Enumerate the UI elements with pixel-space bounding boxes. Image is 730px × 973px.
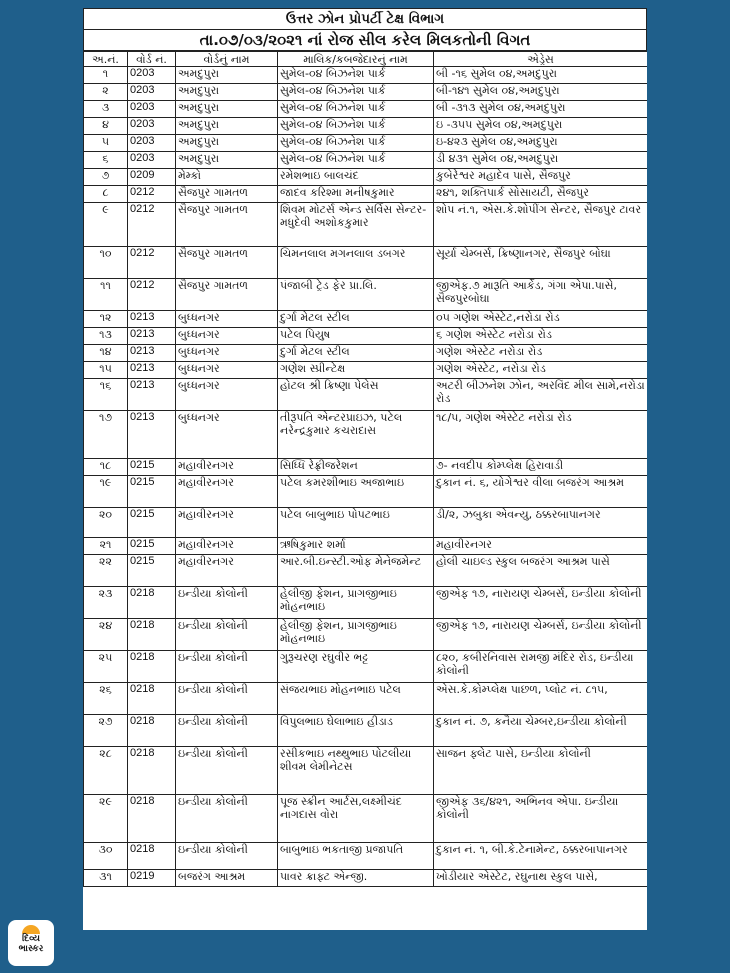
cell-ward-no: 0212 bbox=[128, 247, 176, 279]
table-row bbox=[84, 651, 648, 683]
cell-owner-name: સુમેલ-૦૪ બિઝનેશ પાર્ક bbox=[278, 84, 434, 101]
table-row bbox=[84, 843, 648, 870]
cell-address: શોપ નં.૧, એસ.કે.શોપીંગ સેન્ટર, સૈજપુર ટાવર bbox=[434, 203, 648, 247]
cell-serial: ૨૬ bbox=[84, 683, 128, 715]
cell-serial: ૨૩ bbox=[84, 587, 128, 619]
cell-ward-name: સૈજપુર ગામતળ bbox=[176, 247, 278, 279]
cell-ward-name: બુધ્ધનગર bbox=[176, 411, 278, 459]
cell-owner-name: બાબુભાઇ ભકતાજી પ્રજાપતિ bbox=[278, 843, 434, 870]
cell-ward-no: 0203 bbox=[128, 67, 176, 84]
table-row bbox=[84, 135, 648, 152]
cell-owner-name: વિપુલભાઇ ઘેલાભાઇ હીડાડ bbox=[278, 715, 434, 747]
cell-owner-name: શિવમ મોટર્સ એન્ડ સર્વિસ સેન્ટર- મધુદેવી અશોકકુમાર bbox=[278, 203, 434, 247]
cell-owner-name: રમેશભાઇ બાલચંદ bbox=[278, 169, 434, 186]
cell-ward-no: 0218 bbox=[128, 843, 176, 870]
cell-serial: ૮ bbox=[84, 186, 128, 203]
table-row bbox=[84, 715, 648, 747]
table-row bbox=[84, 795, 648, 843]
cell-owner-name: ચિમનલાલ મગનલાલ ડબગર bbox=[278, 247, 434, 279]
cell-ward-name: અમદુપુરા bbox=[176, 101, 278, 118]
cell-address: ૬ ગણેશ એસ્ટેટ નરોડા રોડ bbox=[434, 328, 648, 345]
cell-owner-name: સુમેલ-૦૪ બિઝનેશ પાર્ક bbox=[278, 152, 434, 169]
cell-serial: ૩૧ bbox=[84, 870, 128, 887]
cell-ward-name: ઇન્ડીયા કોલોની bbox=[176, 715, 278, 747]
cell-ward-no: 0213 bbox=[128, 411, 176, 459]
cell-address: દુકાન નં. ૧, બી.કે.ટેનામેન્ટ, ઠક્કરબાપાનગર bbox=[434, 843, 648, 870]
table-row bbox=[84, 345, 648, 362]
cell-address: ૨૪૧, શક્તિપાર્ક સોસાયટી, સૈજપુર bbox=[434, 186, 648, 203]
table-row bbox=[84, 169, 648, 186]
sun-logo-icon bbox=[22, 925, 40, 934]
table-row bbox=[84, 203, 648, 247]
cell-ward-no: 0218 bbox=[128, 747, 176, 795]
cell-address: ખોડીયાર એસ્ટેટ, રઘુનાથ સ્કુલ પાસે, bbox=[434, 870, 648, 887]
table-row bbox=[84, 67, 648, 84]
table-row bbox=[84, 84, 648, 101]
cell-ward-name: અમદુપુરા bbox=[176, 118, 278, 135]
cell-ward-no: 0218 bbox=[128, 619, 176, 651]
table-row bbox=[84, 362, 648, 379]
cell-ward-name: ઇન્ડીયા કોલોની bbox=[176, 683, 278, 715]
cell-owner-name: હેલીજી ફેશન, પ્રાગજીભાઇ મોહનભાઇ bbox=[278, 587, 434, 619]
cell-serial: ૧૧ bbox=[84, 279, 128, 311]
cell-ward-no: 0213 bbox=[128, 328, 176, 345]
cell-ward-name: બુધ્ધનગર bbox=[176, 328, 278, 345]
cell-owner-name: પટેલ બાબુભાઇ પોપટભાઇ bbox=[278, 508, 434, 538]
cell-owner-name: પૂજ સ્ક્રીન આર્ટસ,લક્ષ્મીચંદ નાગદાસ વોરા bbox=[278, 795, 434, 843]
cell-serial: ૩૦ bbox=[84, 843, 128, 870]
cell-address: ગણેશ એસ્ટેટ નરોડા રોડ bbox=[434, 345, 648, 362]
cell-ward-name: બુધ્ધનગર bbox=[176, 362, 278, 379]
cell-owner-name: પાવર ક્રાફ્ટ એન્જી. bbox=[278, 870, 434, 887]
cell-owner-name: પંજાબી ટ્રેડ ફેર પ્રા.લિ. bbox=[278, 279, 434, 311]
table-row bbox=[84, 311, 648, 328]
table-row bbox=[84, 459, 648, 476]
cell-ward-name: સૈજપુર ગામતળ bbox=[176, 186, 278, 203]
cell-ward-name: ઇન્ડીયા કોલોની bbox=[176, 795, 278, 843]
cell-address: સાજન ફ્લેટ પાસે, ઇન્ડીયા કોલોની bbox=[434, 747, 648, 795]
cell-serial: ૬ bbox=[84, 152, 128, 169]
cell-ward-no: 0212 bbox=[128, 279, 176, 311]
cell-ward-no: 0218 bbox=[128, 651, 176, 683]
logo-line-2: ભાસ્કર bbox=[18, 944, 44, 954]
document-title: ઉત્તર ઝોન પ્રોપર્ટી ટેક્ષ વિભાગ bbox=[83, 8, 647, 30]
table-row bbox=[84, 555, 648, 587]
cell-owner-name: જાદવ કરિશ્મા મનીષકુમાર bbox=[278, 186, 434, 203]
cell-ward-name: મહાવીરનગર bbox=[176, 476, 278, 508]
cell-ward-no: 0215 bbox=[128, 555, 176, 587]
cell-serial: ૨૧ bbox=[84, 538, 128, 555]
cell-owner-name: પટેલ પિયુષ bbox=[278, 328, 434, 345]
cell-serial: ૨૯ bbox=[84, 795, 128, 843]
table-row bbox=[84, 279, 648, 311]
cell-owner-name: હોટલ શ્રી ક્રિષ્ણા પેલેસ bbox=[278, 379, 434, 411]
table-row bbox=[84, 411, 648, 459]
column-header-owner: માલિક/કબજેદારનું નામ bbox=[278, 52, 434, 67]
cell-serial: ૧૮ bbox=[84, 459, 128, 476]
cell-ward-name: સૈજપુર ગામતળ bbox=[176, 279, 278, 311]
table-row bbox=[84, 101, 648, 118]
column-header-address: એડ્રેસ bbox=[434, 52, 648, 67]
cell-owner-name: આર.બી.ઇન્સ્ટી.ઓફ મેનેજમેન્ટ bbox=[278, 555, 434, 587]
cell-address: ૦૫ ગણેશ એસ્ટેટ,નરોડા રોડ bbox=[434, 311, 648, 328]
cell-ward-name: બુધ્ધનગર bbox=[176, 311, 278, 328]
cell-ward-no: 0215 bbox=[128, 459, 176, 476]
cell-owner-name: સુમેલ-૦૪ બિઝનેશ પાર્ક bbox=[278, 135, 434, 152]
table-row bbox=[84, 379, 648, 411]
sealed-properties-table bbox=[83, 51, 647, 887]
cell-serial: ૩ bbox=[84, 101, 128, 118]
cell-owner-name: પટેલ કમરશીભાઇ અજાભાઇ bbox=[278, 476, 434, 508]
cell-owner-name: સુમેલ-૦૪ બિઝનેશ પાર્ક bbox=[278, 118, 434, 135]
cell-ward-name: મેમ્કો bbox=[176, 169, 278, 186]
cell-address: દુકાન નં. ૭, કનૈયા ચેમ્બર,ઇન્ડીયા કોલોની bbox=[434, 715, 648, 747]
cell-serial: ૨૨ bbox=[84, 555, 128, 587]
cell-ward-name: સૈજપુર ગામતળ bbox=[176, 203, 278, 247]
cell-owner-name: હેલીજી ફેશન, પ્રાગજીભાઇ મોહનભાઇ bbox=[278, 619, 434, 651]
cell-serial: ૨૭ bbox=[84, 715, 128, 747]
column-header-serial: અ.નં. bbox=[84, 52, 128, 67]
logo-line-1: દિવ્ય bbox=[22, 934, 40, 944]
cell-serial: ૧૦ bbox=[84, 247, 128, 279]
cell-ward-no: 0203 bbox=[128, 135, 176, 152]
column-header-ward-no: વોર્ડ નં. bbox=[128, 52, 176, 67]
cell-address: અટરી બીઝનેશ ઝોન, અરવિંદ મીલ સામે,નરોડા રોડ bbox=[434, 379, 648, 411]
cell-owner-name: ગુરૂચરણ રઘુવીર ભટ્ટ bbox=[278, 651, 434, 683]
table-row bbox=[84, 870, 648, 887]
cell-address: ૮૨૦, કબીરનિવાસ રામજી મંદિર રોડ, ઇન્ડીયા કોલોની bbox=[434, 651, 648, 683]
cell-address: ઇ -૩૫૫ સુમેલ ૦૪,અમદુપુરા bbox=[434, 118, 648, 135]
table-row bbox=[84, 118, 648, 135]
table-header-row bbox=[84, 52, 648, 67]
table-row bbox=[84, 476, 648, 508]
cell-address: ડી/૨, ઝબુકા એવન્યુ, ઠક્કરબાપાનગર bbox=[434, 508, 648, 538]
cell-serial: ૨૪ bbox=[84, 619, 128, 651]
cell-owner-name: દુર્ગા મેટલ સ્ટીલ bbox=[278, 311, 434, 328]
cell-address: જીએફ ૩૬/૪૨૧, અભિનવ એપા. ઇન્ડીયા કોલોની bbox=[434, 795, 648, 843]
cell-ward-name: બુધ્ધનગર bbox=[176, 345, 278, 362]
cell-serial: ૧૫ bbox=[84, 362, 128, 379]
cell-ward-no: 0218 bbox=[128, 795, 176, 843]
table-row bbox=[84, 152, 648, 169]
cell-address: દુકાન નં. ૬, યોગેશ્વર વીલા બજરંગ આશ્રમ bbox=[434, 476, 648, 508]
cell-address: સૂર્યા ચેમ્બર્સ, ક્રિષ્ણાનગર, સૈજપુર બોઘા bbox=[434, 247, 648, 279]
cell-ward-no: 0213 bbox=[128, 311, 176, 328]
cell-serial: ૭ bbox=[84, 169, 128, 186]
cell-address: ૭- નવદીપ કોમ્પ્લેક્ષ હિરાવાડી bbox=[434, 459, 648, 476]
cell-serial: ૧૭ bbox=[84, 411, 128, 459]
cell-ward-name: અમદુપુરા bbox=[176, 67, 278, 84]
cell-address: ઇ-૪૨૩ સુમેલ ૦૪,અમદુપુરા bbox=[434, 135, 648, 152]
cell-ward-no: 0213 bbox=[128, 345, 176, 362]
cell-ward-no: 0203 bbox=[128, 118, 176, 135]
cell-ward-name: અમદુપુરા bbox=[176, 84, 278, 101]
cell-address: એસ.કે.કોમ્પ્લેક્ષ પાછળ, પ્લોટ નં. ૮૧૫, bbox=[434, 683, 648, 715]
table-row bbox=[84, 247, 648, 279]
cell-ward-name: ઇન્ડીયા કોલોની bbox=[176, 651, 278, 683]
cell-serial: ૧૪ bbox=[84, 345, 128, 362]
cell-serial: ૧ bbox=[84, 67, 128, 84]
cell-ward-name: મહાવીરનગર bbox=[176, 459, 278, 476]
cell-owner-name: ઋષિકુમાર શર્મા bbox=[278, 538, 434, 555]
cell-serial: ૫ bbox=[84, 135, 128, 152]
table-row bbox=[84, 587, 648, 619]
cell-serial: ૪ bbox=[84, 118, 128, 135]
cell-address: બી-૧૪૧ સુમેલ ૦૪,અમદુપુરા bbox=[434, 84, 648, 101]
cell-serial: ૧૨ bbox=[84, 311, 128, 328]
table-row bbox=[84, 747, 648, 795]
column-header-ward-name: વોર્ડનું નામ bbox=[176, 52, 278, 67]
cell-address: ડી ૪૩૧ સુમેલ ૦૪,અમદુપુરા bbox=[434, 152, 648, 169]
cell-ward-name: બજરંગ આશ્રમ bbox=[176, 870, 278, 887]
cell-ward-name: ઇન્ડીયા કોલોની bbox=[176, 843, 278, 870]
cell-serial: ૧૯ bbox=[84, 476, 128, 508]
cell-serial: ૨૫ bbox=[84, 651, 128, 683]
cell-owner-name: તીરૂપતિ એન્ટરપ્રાઇઝ, પટેલ નરેન્દ્રકુમાર કચરાદાસ bbox=[278, 411, 434, 459]
cell-address: જીએફ.૭ મારૂતિ આર્કેડ, ગંગા એપા.પાસે, સૈજપુરબોઘા bbox=[434, 279, 648, 311]
cell-ward-no: 0218 bbox=[128, 715, 176, 747]
cell-address: ૧૮/૫, ગણેશ એસ્ટેટ નરોડા રોડ bbox=[434, 411, 648, 459]
divya-bhaskar-logo bbox=[8, 920, 54, 966]
cell-ward-no: 0212 bbox=[128, 186, 176, 203]
table-row bbox=[84, 683, 648, 715]
cell-ward-name: ઇન્ડીયા કોલોની bbox=[176, 619, 278, 651]
table-row bbox=[84, 508, 648, 538]
cell-ward-no: 0218 bbox=[128, 587, 176, 619]
cell-ward-no: 0218 bbox=[128, 683, 176, 715]
cell-serial: ૧૩ bbox=[84, 328, 128, 345]
cell-serial: ૨૮ bbox=[84, 747, 128, 795]
cell-ward-name: અમદુપુરા bbox=[176, 135, 278, 152]
cell-owner-name: સિધ્ધિ રેફ્રીજરેશન bbox=[278, 459, 434, 476]
document-subtitle: તા.૦૭/૦૩/૨૦૨૧ નાં રોજ સીલ કરેલ મિલકતોની વિગત bbox=[83, 30, 647, 51]
cell-address: હોલી ચાઇલ્ડ સ્કુલ બજરંગ આશ્રમ પાસે bbox=[434, 555, 648, 587]
cell-ward-no: 0213 bbox=[128, 362, 176, 379]
document-sheet bbox=[83, 8, 647, 930]
table-row bbox=[84, 328, 648, 345]
cell-ward-no: 0219 bbox=[128, 870, 176, 887]
cell-ward-no: 0209 bbox=[128, 169, 176, 186]
cell-ward-name: મહાવીરનગર bbox=[176, 508, 278, 538]
cell-ward-name: બુધ્ધનગર bbox=[176, 379, 278, 411]
cell-serial: ૧૬ bbox=[84, 379, 128, 411]
cell-ward-no: 0203 bbox=[128, 84, 176, 101]
cell-address: કુબેરેશ્વર મહાદેવ પાસે, સૈજપુર bbox=[434, 169, 648, 186]
cell-address: જીએફ ૧૭, નારાયણ ચેમ્બર્સ, ઇન્ડીયા કોલોની bbox=[434, 587, 648, 619]
cell-ward-no: 0215 bbox=[128, 508, 176, 538]
cell-ward-no: 0203 bbox=[128, 152, 176, 169]
cell-ward-name: ઇન્ડીયા કોલોની bbox=[176, 587, 278, 619]
cell-owner-name: સુમેલ-૦૪ બિઝનેશ પાર્ક bbox=[278, 101, 434, 118]
table-row bbox=[84, 619, 648, 651]
cell-ward-name: મહાવીરનગર bbox=[176, 555, 278, 587]
cell-address: મહાવીરનગર bbox=[434, 538, 648, 555]
cell-address: બી -૩૧૩ સુમેલ ૦૪,અમદુપુરા bbox=[434, 101, 648, 118]
cell-address: ગણેશ એસ્ટેટ, નરોડા રોડ bbox=[434, 362, 648, 379]
cell-address: બી -૧૬ સુમેલ ૦૪,અમદુપુરા bbox=[434, 67, 648, 84]
cell-ward-name: ઇન્ડીયા કોલોની bbox=[176, 747, 278, 795]
cell-serial: ૨૦ bbox=[84, 508, 128, 538]
table-row bbox=[84, 538, 648, 555]
cell-owner-name: દુર્ગા મેટલ સ્ટીલ bbox=[278, 345, 434, 362]
cell-ward-no: 0215 bbox=[128, 538, 176, 555]
cell-address: જીએફ ૧૭, નારાયણ ચેમ્બર્સ, ઇન્ડીયા કોલોની bbox=[434, 619, 648, 651]
cell-ward-no: 0203 bbox=[128, 101, 176, 118]
cell-ward-no: 0213 bbox=[128, 379, 176, 411]
cell-owner-name: સુમેલ-૦૪ બિઝનેશ પાર્ક bbox=[278, 67, 434, 84]
cell-owner-name: રસીકભાઇ નથ્થુભાઇ પોટલીયા શીવમ લેમીનેટસ bbox=[278, 747, 434, 795]
cell-serial: ૨ bbox=[84, 84, 128, 101]
cell-owner-name: સંજયભાઇ મોહનભાઇ પટેલ bbox=[278, 683, 434, 715]
table-row bbox=[84, 186, 648, 203]
cell-ward-no: 0212 bbox=[128, 203, 176, 247]
cell-serial: ૯ bbox=[84, 203, 128, 247]
cell-ward-no: 0215 bbox=[128, 476, 176, 508]
cell-owner-name: ગણેશ સ્પ્રીન્ટેક્ષ bbox=[278, 362, 434, 379]
cell-ward-name: અમદુપુરા bbox=[176, 152, 278, 169]
cell-ward-name: મહાવીરનગર bbox=[176, 538, 278, 555]
table-body bbox=[84, 67, 648, 887]
